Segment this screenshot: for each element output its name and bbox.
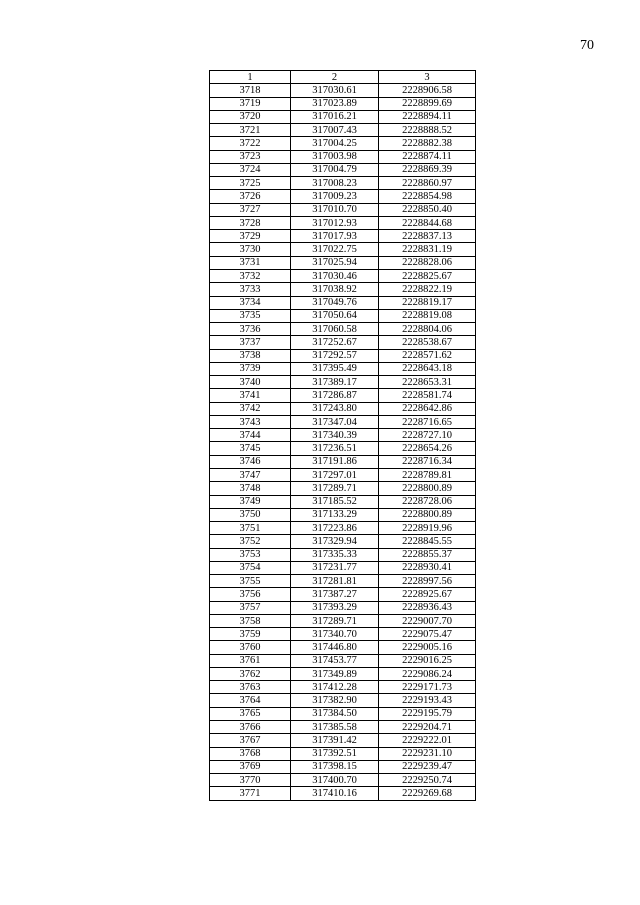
- point-number-cell: 3757: [210, 601, 291, 614]
- table-row: [210, 694, 476, 707]
- table-row: [210, 455, 476, 468]
- point-number-cell: 3739: [210, 362, 291, 375]
- table-row: [210, 654, 476, 667]
- point-number-cell: 3745: [210, 442, 291, 455]
- x-coordinate-cell: 317391.42: [291, 734, 379, 747]
- table-row: [210, 97, 476, 110]
- y-coordinate-cell: 2228538.67: [379, 336, 476, 349]
- x-coordinate-cell: 317289.71: [291, 482, 379, 495]
- y-coordinate-cell: 2228919.96: [379, 522, 476, 535]
- table-row: [210, 362, 476, 375]
- x-coordinate-cell: 317191.86: [291, 455, 379, 468]
- point-number-cell: 3722: [210, 137, 291, 150]
- y-coordinate-cell: 2228642.86: [379, 402, 476, 415]
- x-coordinate-cell: 317038.92: [291, 283, 379, 296]
- x-coordinate-cell: 317349.89: [291, 667, 379, 680]
- point-number-cell: 3754: [210, 561, 291, 574]
- y-coordinate-cell: 2229195.79: [379, 707, 476, 720]
- x-coordinate-cell: 317382.90: [291, 694, 379, 707]
- point-number-cell: 3726: [210, 190, 291, 203]
- table-row: [210, 203, 476, 216]
- point-number-cell: 3765: [210, 707, 291, 720]
- y-coordinate-cell: 2228837.13: [379, 230, 476, 243]
- y-coordinate-cell: 2228825.67: [379, 269, 476, 282]
- x-coordinate-cell: 317007.43: [291, 124, 379, 137]
- y-coordinate-cell: 2228804.06: [379, 323, 476, 336]
- table-row: [210, 309, 476, 322]
- point-number-cell: 3729: [210, 230, 291, 243]
- table-row: [210, 667, 476, 680]
- x-coordinate-cell: 317030.46: [291, 269, 379, 282]
- y-coordinate-cell: 2228728.06: [379, 495, 476, 508]
- table-row: [210, 681, 476, 694]
- point-number-cell: 3725: [210, 177, 291, 190]
- table-row: [210, 150, 476, 163]
- x-coordinate-cell: 317385.58: [291, 721, 379, 734]
- table-row: [210, 641, 476, 654]
- y-coordinate-cell: 2229171.73: [379, 681, 476, 694]
- y-coordinate-cell: 2228653.31: [379, 376, 476, 389]
- point-number-cell: 3744: [210, 429, 291, 442]
- table-row: [210, 575, 476, 588]
- y-coordinate-cell: 2229269.68: [379, 787, 476, 800]
- point-number-cell: 3750: [210, 508, 291, 521]
- x-coordinate-cell: 317392.51: [291, 747, 379, 760]
- table-row: [210, 535, 476, 548]
- x-coordinate-cell: 317335.33: [291, 548, 379, 561]
- table-row: [210, 269, 476, 282]
- y-coordinate-cell: 2228654.26: [379, 442, 476, 455]
- y-coordinate-cell: 2228819.08: [379, 309, 476, 322]
- point-number-cell: 3719: [210, 97, 291, 110]
- y-coordinate-cell: 2228925.67: [379, 588, 476, 601]
- table-row: [210, 522, 476, 535]
- point-number-cell: 3746: [210, 455, 291, 468]
- table-row: [210, 495, 476, 508]
- table-row: [210, 349, 476, 362]
- table-row: [210, 707, 476, 720]
- column-header-3: 3: [379, 71, 476, 84]
- y-coordinate-cell: 2228716.34: [379, 455, 476, 468]
- table-row: [210, 628, 476, 641]
- x-coordinate-cell: 317004.25: [291, 137, 379, 150]
- x-coordinate-cell: 317289.71: [291, 614, 379, 627]
- x-coordinate-cell: 317016.21: [291, 110, 379, 123]
- x-coordinate-cell: 317004.79: [291, 163, 379, 176]
- point-number-cell: 3764: [210, 694, 291, 707]
- y-coordinate-cell: 2228906.58: [379, 84, 476, 97]
- y-coordinate-cell: 2228727.10: [379, 429, 476, 442]
- table-row: [210, 177, 476, 190]
- table-row: [210, 561, 476, 574]
- y-coordinate-cell: 2228800.89: [379, 482, 476, 495]
- point-number-cell: 3755: [210, 575, 291, 588]
- x-coordinate-cell: 317023.89: [291, 97, 379, 110]
- y-coordinate-cell: 2228894.11: [379, 110, 476, 123]
- point-number-cell: 3747: [210, 468, 291, 481]
- x-coordinate-cell: 317012.93: [291, 216, 379, 229]
- y-coordinate-cell: 2228888.52: [379, 124, 476, 137]
- point-number-cell: 3753: [210, 548, 291, 561]
- table-row: [210, 588, 476, 601]
- point-number-cell: 3721: [210, 124, 291, 137]
- point-number-cell: 3749: [210, 495, 291, 508]
- table-row: [210, 283, 476, 296]
- table-row: [210, 389, 476, 402]
- point-number-cell: 3767: [210, 734, 291, 747]
- point-number-cell: 3737: [210, 336, 291, 349]
- table-row: [210, 429, 476, 442]
- table-row: [210, 124, 476, 137]
- x-coordinate-cell: 317185.52: [291, 495, 379, 508]
- point-number-cell: 3768: [210, 747, 291, 760]
- x-coordinate-cell: 317223.86: [291, 522, 379, 535]
- table-row: [210, 415, 476, 428]
- point-number-cell: 3730: [210, 243, 291, 256]
- point-number-cell: 3723: [210, 150, 291, 163]
- y-coordinate-cell: 2228716.65: [379, 415, 476, 428]
- x-coordinate-cell: 317297.01: [291, 468, 379, 481]
- x-coordinate-cell: 317387.27: [291, 588, 379, 601]
- x-coordinate-cell: 317281.81: [291, 575, 379, 588]
- y-coordinate-cell: 2228571.62: [379, 349, 476, 362]
- point-number-cell: 3743: [210, 415, 291, 428]
- point-number-cell: 3751: [210, 522, 291, 535]
- table-row: [210, 137, 476, 150]
- page-number: 70: [580, 38, 594, 53]
- point-number-cell: 3740: [210, 376, 291, 389]
- point-number-cell: 3759: [210, 628, 291, 641]
- x-coordinate-cell: 317329.94: [291, 535, 379, 548]
- point-number-cell: 3766: [210, 721, 291, 734]
- point-number-cell: 3760: [210, 641, 291, 654]
- x-coordinate-cell: 317410.16: [291, 787, 379, 800]
- x-coordinate-cell: 317395.49: [291, 362, 379, 375]
- x-coordinate-cell: 317243.80: [291, 402, 379, 415]
- point-number-cell: 3733: [210, 283, 291, 296]
- point-number-cell: 3741: [210, 389, 291, 402]
- point-number-cell: 3736: [210, 323, 291, 336]
- table-row: [210, 376, 476, 389]
- y-coordinate-cell: 2228581.74: [379, 389, 476, 402]
- point-number-cell: 3771: [210, 787, 291, 800]
- x-coordinate-cell: 317133.29: [291, 508, 379, 521]
- y-coordinate-cell: 2228874.11: [379, 150, 476, 163]
- table-header-row: [210, 71, 476, 84]
- y-coordinate-cell: 2228828.06: [379, 256, 476, 269]
- y-coordinate-cell: 2229075.47: [379, 628, 476, 641]
- y-coordinate-cell: 2228930.41: [379, 561, 476, 574]
- table-row: [210, 747, 476, 760]
- x-coordinate-cell: 317003.98: [291, 150, 379, 163]
- x-coordinate-cell: 317252.67: [291, 336, 379, 349]
- y-coordinate-cell: 2229204.71: [379, 721, 476, 734]
- y-coordinate-cell: 2228854.98: [379, 190, 476, 203]
- y-coordinate-cell: 2229007.70: [379, 614, 476, 627]
- y-coordinate-cell: 2228800.89: [379, 508, 476, 521]
- y-coordinate-cell: 2229222.01: [379, 734, 476, 747]
- table-row: [210, 760, 476, 773]
- table-row: [210, 163, 476, 176]
- table-row: [210, 296, 476, 309]
- x-coordinate-cell: 317384.50: [291, 707, 379, 720]
- x-coordinate-cell: 317453.77: [291, 654, 379, 667]
- y-coordinate-cell: 2229250.74: [379, 774, 476, 787]
- point-number-cell: 3752: [210, 535, 291, 548]
- y-coordinate-cell: 2229231.10: [379, 747, 476, 760]
- table-row: [210, 468, 476, 481]
- point-number-cell: 3761: [210, 654, 291, 667]
- point-number-cell: 3734: [210, 296, 291, 309]
- table-row: [210, 734, 476, 747]
- point-number-cell: 3735: [210, 309, 291, 322]
- y-coordinate-cell: 2228936.43: [379, 601, 476, 614]
- y-coordinate-cell: 2228845.55: [379, 535, 476, 548]
- y-coordinate-cell: 2228822.19: [379, 283, 476, 296]
- x-coordinate-cell: 317446.80: [291, 641, 379, 654]
- table-row: [210, 323, 476, 336]
- point-number-cell: 3718: [210, 84, 291, 97]
- x-coordinate-cell: 317049.76: [291, 296, 379, 309]
- x-coordinate-cell: 317022.75: [291, 243, 379, 256]
- x-coordinate-cell: 317017.93: [291, 230, 379, 243]
- y-coordinate-cell: 2228899.69: [379, 97, 476, 110]
- point-number-cell: 3763: [210, 681, 291, 694]
- table-row: [210, 190, 476, 203]
- point-number-cell: 3770: [210, 774, 291, 787]
- y-coordinate-cell: 2228831.19: [379, 243, 476, 256]
- point-number-cell: 3738: [210, 349, 291, 362]
- table-body: [210, 84, 476, 800]
- table-row: [210, 774, 476, 787]
- table-row: [210, 402, 476, 415]
- x-coordinate-cell: 317050.64: [291, 309, 379, 322]
- table-row: [210, 614, 476, 627]
- y-coordinate-cell: 2228882.38: [379, 137, 476, 150]
- y-coordinate-cell: 2228855.37: [379, 548, 476, 561]
- x-coordinate-cell: 317236.51: [291, 442, 379, 455]
- x-coordinate-cell: 317009.23: [291, 190, 379, 203]
- x-coordinate-cell: 317231.77: [291, 561, 379, 574]
- table-row: [210, 601, 476, 614]
- point-number-cell: 3762: [210, 667, 291, 680]
- coordinates-table: [209, 70, 476, 801]
- table-row: [210, 216, 476, 229]
- table-row: [210, 548, 476, 561]
- point-number-cell: 3758: [210, 614, 291, 627]
- table-row: [210, 256, 476, 269]
- x-coordinate-cell: 317008.23: [291, 177, 379, 190]
- table-row: [210, 442, 476, 455]
- x-coordinate-cell: 317010.70: [291, 203, 379, 216]
- table-row: [210, 508, 476, 521]
- table-row: [210, 336, 476, 349]
- y-coordinate-cell: 2229239.47: [379, 760, 476, 773]
- y-coordinate-cell: 2229016.25: [379, 654, 476, 667]
- point-number-cell: 3720: [210, 110, 291, 123]
- y-coordinate-cell: 2228643.18: [379, 362, 476, 375]
- y-coordinate-cell: 2228844.68: [379, 216, 476, 229]
- point-number-cell: 3732: [210, 269, 291, 282]
- point-number-cell: 3748: [210, 482, 291, 495]
- y-coordinate-cell: 2228860.97: [379, 177, 476, 190]
- point-number-cell: 3728: [210, 216, 291, 229]
- y-coordinate-cell: 2228819.17: [379, 296, 476, 309]
- column-header-2: 2: [291, 71, 379, 84]
- point-number-cell: 3742: [210, 402, 291, 415]
- x-coordinate-cell: 317025.94: [291, 256, 379, 269]
- x-coordinate-cell: 317340.70: [291, 628, 379, 641]
- x-coordinate-cell: 317393.29: [291, 601, 379, 614]
- x-coordinate-cell: 317412.28: [291, 681, 379, 694]
- x-coordinate-cell: 317398.15: [291, 760, 379, 773]
- x-coordinate-cell: 317286.87: [291, 389, 379, 402]
- y-coordinate-cell: 2229005.16: [379, 641, 476, 654]
- table-row: [210, 721, 476, 734]
- x-coordinate-cell: 317292.57: [291, 349, 379, 362]
- x-coordinate-cell: 317347.04: [291, 415, 379, 428]
- y-coordinate-cell: 2228850.40: [379, 203, 476, 216]
- y-coordinate-cell: 2229086.24: [379, 667, 476, 680]
- column-header-1: 1: [210, 71, 291, 84]
- x-coordinate-cell: 317389.17: [291, 376, 379, 389]
- table-row: [210, 110, 476, 123]
- point-number-cell: 3769: [210, 760, 291, 773]
- point-number-cell: 3724: [210, 163, 291, 176]
- table-row: [210, 230, 476, 243]
- x-coordinate-cell: 317060.58: [291, 323, 379, 336]
- point-number-cell: 3756: [210, 588, 291, 601]
- table-row: [210, 482, 476, 495]
- x-coordinate-cell: 317030.61: [291, 84, 379, 97]
- y-coordinate-cell: 2229193.43: [379, 694, 476, 707]
- x-coordinate-cell: 317340.39: [291, 429, 379, 442]
- point-number-cell: 3727: [210, 203, 291, 216]
- table-row: [210, 84, 476, 97]
- x-coordinate-cell: 317400.70: [291, 774, 379, 787]
- table-row: [210, 243, 476, 256]
- y-coordinate-cell: 2228789.81: [379, 468, 476, 481]
- y-coordinate-cell: 2228869.39: [379, 163, 476, 176]
- point-number-cell: 3731: [210, 256, 291, 269]
- table-row: [210, 787, 476, 800]
- y-coordinate-cell: 2228997.56: [379, 575, 476, 588]
